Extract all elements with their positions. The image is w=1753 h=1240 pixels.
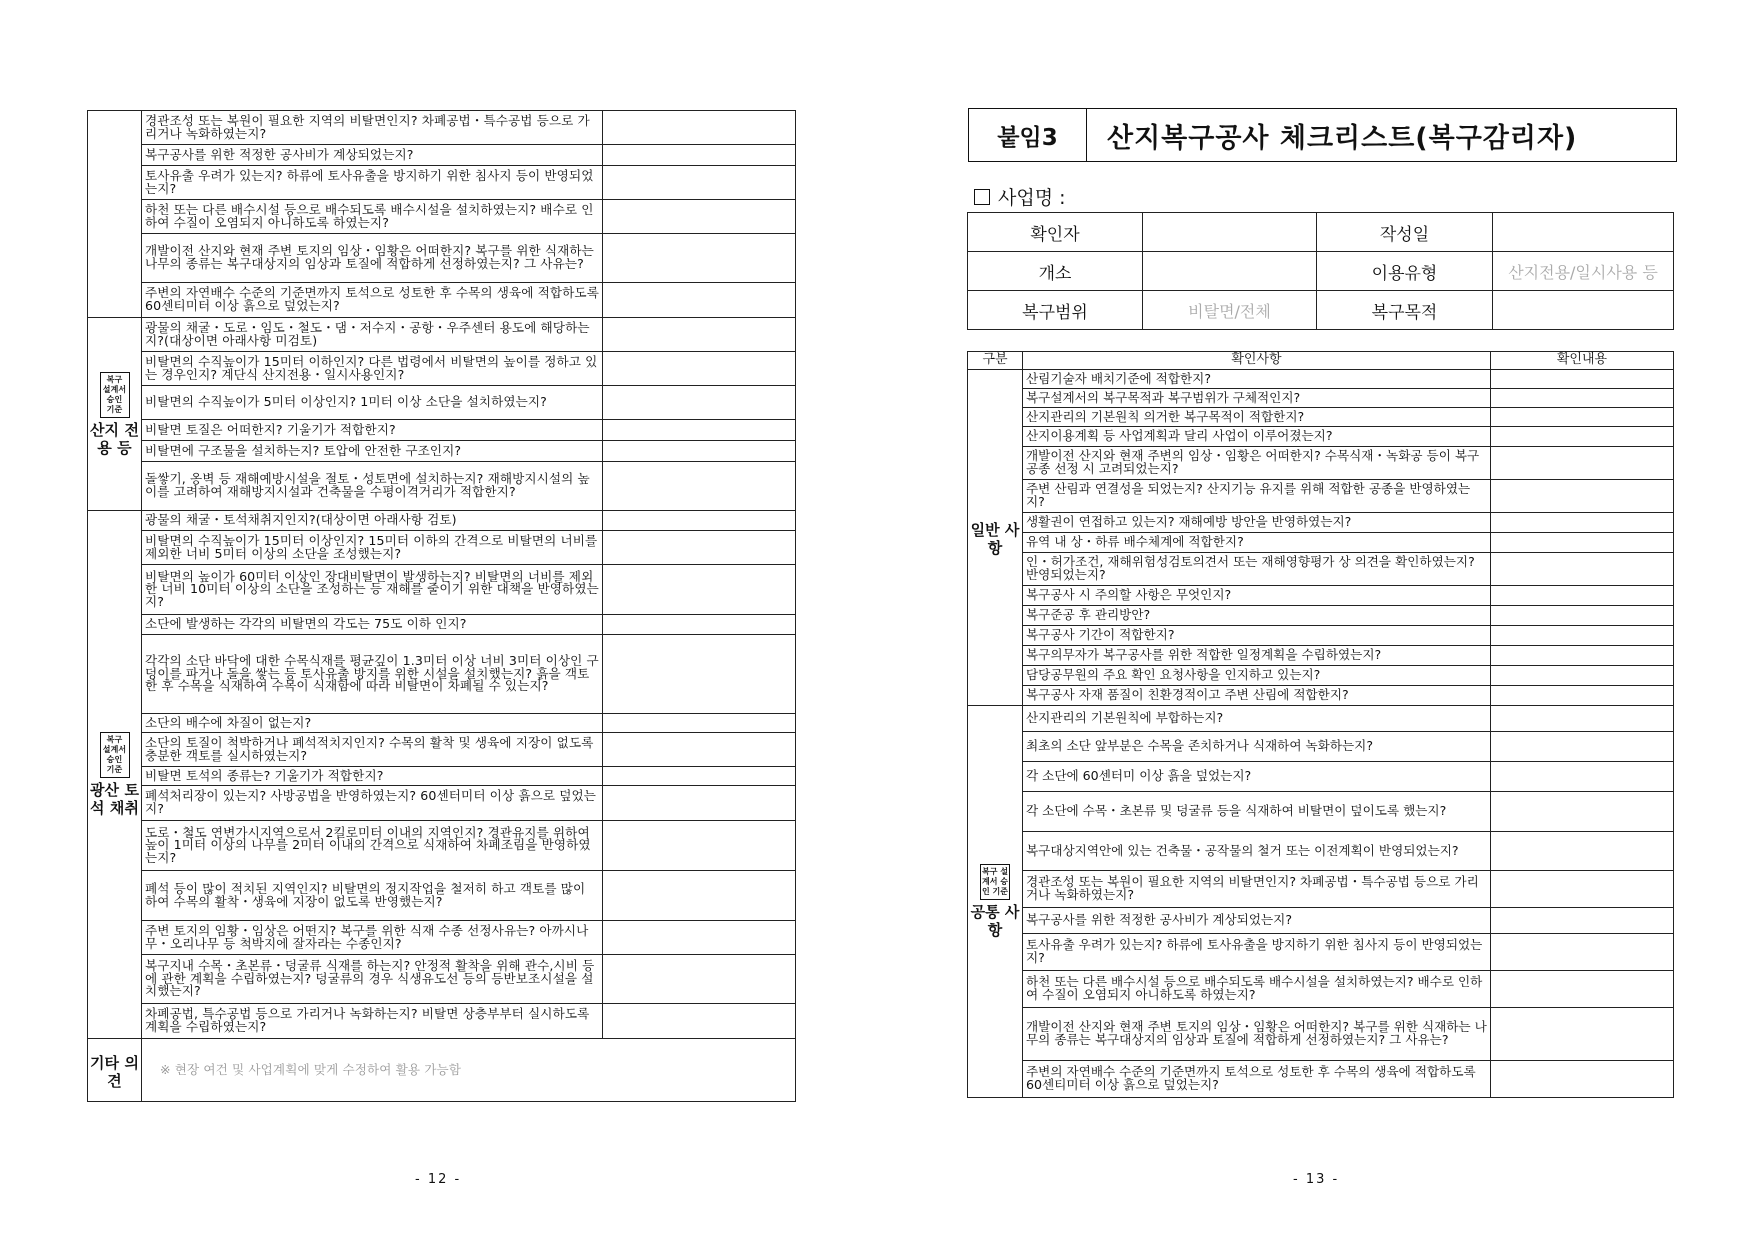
result-cell[interactable]	[1491, 1008, 1674, 1061]
result-cell[interactable]	[1491, 832, 1674, 871]
confirmer-field[interactable]	[1143, 213, 1317, 252]
category-label: 산지 전용 등	[89, 420, 140, 457]
result-cell[interactable]	[603, 166, 796, 200]
check-item: 유역 내 상・하류 배수체계에 적합한지?	[1023, 533, 1491, 553]
result-cell[interactable]	[603, 615, 796, 635]
result-cell[interactable]	[1491, 732, 1674, 762]
continued-category-cell	[88, 111, 142, 318]
result-cell[interactable]	[603, 821, 796, 871]
check-item: 복구공사를 위한 적정한 공사비가 계상되었는지?	[1023, 908, 1491, 934]
result-cell[interactable]	[603, 200, 796, 234]
result-cell[interactable]	[603, 462, 796, 511]
category-label: 광산 토석 채취	[89, 781, 140, 817]
check-item: 소단에 발생하는 각각의 비탈면의 각도는 75도 이하 인지?	[142, 615, 603, 635]
result-cell[interactable]	[1491, 533, 1674, 553]
check-item: 복구준공 후 관리방안?	[1023, 606, 1491, 626]
check-item: 담당공무원의 주요 확인 요청사항을 인지하고 있는지?	[1023, 666, 1491, 686]
result-cell[interactable]	[603, 352, 796, 386]
info-table	[967, 212, 1674, 330]
check-item: 인・허가조건, 재해위험성검토의견서 또는 재해영향평가 상 의견을 확인하였는지? 반영되었는지?	[1023, 553, 1491, 586]
check-item: 경관조성 또는 복원이 필요한 지역의 비탈면인지? 차폐공법・특수공법 등으로 가리거나 녹화하였는지?	[142, 111, 603, 145]
confirmer-label: 확인자	[968, 213, 1143, 252]
result-cell[interactable]	[603, 145, 796, 166]
check-item: 하천 또는 다른 배수시설 등으로 배수되도록 배수시설을 설치하였는지? 배수로 인하여 수질이 오염되지 아니하도록 하였는지?	[1023, 971, 1491, 1008]
result-cell[interactable]	[603, 714, 796, 733]
result-cell[interactable]	[1491, 762, 1674, 792]
result-cell[interactable]	[1491, 792, 1674, 832]
result-cell[interactable]	[603, 635, 796, 714]
check-item: 도로・철도 연변가시지역으로서 2킬로미터 이내의 지역인지? 경관유지를 위하여 높이 1미터 이상의 나무를 2미터 이내의 간격으로 식재하여 차폐조림을 반영하였는지?	[142, 821, 603, 871]
check-item: 경관조성 또는 복원이 필요한 지역의 비탈면인지? 차폐공법・특수공법 등으로 가리거나 녹화하였는지?	[1023, 871, 1491, 908]
check-item: 주변의 자연배수 수준의 기준면까지 토석으로 성토한 후 수목의 생육에 적합하도록 60센티미터 이상 흙으로 덮었는지?	[142, 283, 603, 318]
check-item: 비탈면에 구조물을 설치하는지? 토압에 안전한 구조인지?	[142, 441, 603, 462]
location-label: 개소	[968, 252, 1143, 291]
check-item: 생활권이 연접하고 있는지? 재해예방 방안을 반영하였는지?	[1023, 513, 1491, 533]
result-cell[interactable]	[1491, 626, 1674, 646]
result-cell[interactable]	[1491, 427, 1674, 447]
check-item: 최초의 소단 앞부분은 수목을 존치하거나 식재하여 녹화하는지?	[1023, 732, 1491, 762]
approval-criteria-stamp: 복구 설계서 승인 기준	[100, 732, 130, 778]
check-item: 산지이용계획 등 사업계획과 달리 사업이 이루어졌는지?	[1023, 427, 1491, 447]
result-cell[interactable]	[1491, 480, 1674, 513]
remarks-label-cell	[88, 1039, 142, 1102]
result-cell[interactable]	[603, 318, 796, 352]
result-cell[interactable]	[603, 786, 796, 821]
result-cell[interactable]	[603, 234, 796, 283]
result-cell[interactable]	[1491, 908, 1674, 934]
check-item: 돌쌓기, 옹벽 등 재해예방시설을 절토・성토면에 설치하는지? 재해방지시설의 높이를 고려하여 재해방지시설과 건축물을 수평이격거리가 적합한지?	[142, 462, 603, 511]
check-item: 복구지내 수목・초본류・덩굴류 식재를 하는지? 안정적 활착을 위해 관수,시비 등에 관한 계획을 수립하였는지? 덩굴류의 경우 식생유도선 등의 등반보조시설을 설치했는지?	[142, 955, 603, 1004]
scope-label: 복구범위	[968, 291, 1143, 330]
result-cell[interactable]	[603, 511, 796, 531]
check-item: 복구공사 시 주의할 사항은 무엇인지?	[1023, 586, 1491, 606]
check-item: 비탈면의 높이가 60미터 이상인 장대비탈면이 발생하는지? 비탈면의 너비를 제외한 너비 10미터 이상의 소단을 조성하는 등 재해를 줄이기 위한 대책을 반영하였는지?	[142, 565, 603, 615]
result-cell[interactable]	[1491, 971, 1674, 1008]
category-common	[968, 706, 1023, 1098]
check-item: 복구공사를 위한 적정한 공사비가 계상되었는지?	[142, 145, 603, 166]
result-cell[interactable]	[603, 767, 796, 786]
date-field[interactable]	[1493, 213, 1674, 252]
check-item: 복구공사 자재 품질이 친환경적이고 주변 산림에 적합한지?	[1023, 686, 1491, 706]
remarks-label: 기타 의견	[89, 1053, 140, 1090]
check-item: 각 소단에 60센터미 이상 흙을 덮었는지?	[1023, 762, 1491, 792]
project-name-line	[974, 183, 1066, 210]
header-category: 구분	[968, 352, 1023, 370]
check-item: 토사유출 우려가 있는지? 하류에 토사유출을 방지하기 위한 침사지 등이 반영되었는지?	[142, 166, 603, 200]
check-item: 광물의 채굴・도로・임도・철도・댐・저수지・공항・우주센터 용도에 해당하는지?(대상이면 아래사항 미검토)	[142, 318, 603, 352]
check-item: 광물의 채굴・토석채취지인지?(대상이면 아래사항 검토)	[142, 511, 603, 531]
result-cell[interactable]	[603, 111, 796, 145]
check-item: 비탈면의 수직높이가 5미터 이상인지? 1미터 이상 소단을 설치하였는지?	[142, 386, 603, 420]
result-cell[interactable]	[1491, 1061, 1674, 1098]
check-item: 복구의무자가 복구공사를 위한 적합한 일정계획을 수립하였는지?	[1023, 646, 1491, 666]
result-cell[interactable]	[603, 1004, 796, 1039]
check-item: 하천 또는 다른 배수시설 등으로 배수되도록 배수시설을 설치하였는지? 배수로 인하여 수질이 오염되지 아니하도록 하였는지?	[142, 200, 603, 234]
check-item: 복구대상지역안에 있는 건축물・공작물의 철거 또는 이전계획이 반영되었는지?	[1023, 832, 1491, 871]
check-item: 비탈면의 수직높이가 15미터 이상인지? 15미터 이하의 간격으로 비탈면의 너비를 제외한 너비 5미터 이상의 소단을 조성했는지?	[142, 531, 603, 565]
check-item: 비탈면 토질은 어떠한지? 기울기가 적합한지?	[142, 420, 603, 441]
checkbox-icon[interactable]	[974, 189, 990, 205]
check-item: 비탈면 토석의 종류는? 기울기가 적합한지?	[142, 767, 603, 786]
result-cell[interactable]	[1491, 666, 1674, 686]
result-cell[interactable]	[1491, 553, 1674, 586]
check-item: 각 소단에 수목・초본류 및 덩굴류 등을 식재하여 비탈면이 덮이도록 했는지?	[1023, 792, 1491, 832]
purpose-field[interactable]	[1493, 291, 1674, 330]
check-item: 차폐공법, 특수공법 등으로 가리거나 녹화하는지? 비탈면 상층부부터 실시하도록 계획을 수립하였는지?	[142, 1004, 603, 1039]
result-cell[interactable]	[1491, 686, 1674, 706]
header-item: 확인사항	[1023, 352, 1491, 370]
result-cell[interactable]	[603, 565, 796, 615]
result-cell[interactable]	[603, 921, 796, 955]
check-item: 개발이전 산지와 현재 주변의 임상・임황은 어떠한지? 수목식재・녹화공 등이 복구공종 선정 시 고려되었는지?	[1023, 447, 1491, 480]
check-item: 소단의 배수에 차질이 없는지?	[142, 714, 603, 733]
check-item: 복구공사 기간이 적합한지?	[1023, 626, 1491, 646]
check-item: 비탈면의 수직높이가 15미터 이하인지? 다른 법령에서 비탈면의 높이를 정하고 있는 경우인지? 계단식 산지전용・일시사용인지?	[142, 352, 603, 386]
left-checklist-table	[87, 110, 796, 1102]
result-cell[interactable]	[603, 283, 796, 318]
use-type-field[interactable]: 산지전용/일시사용 등	[1493, 252, 1674, 291]
page-number-left: - 12 -	[415, 1172, 462, 1187]
result-cell[interactable]	[1491, 646, 1674, 666]
result-cell[interactable]	[1491, 706, 1674, 732]
result-cell[interactable]	[1491, 389, 1674, 408]
result-cell[interactable]	[603, 531, 796, 565]
result-cell[interactable]	[1491, 934, 1674, 971]
date-label: 작성일	[1317, 213, 1493, 252]
check-item: 개발이전 산지와 현재 주변 토지의 임상・임황은 어떠한지? 복구를 위한 식재하는 나무의 종류는 복구대상지의 임상과 토질에 적합하게 선정하였는지? 그 사유는?	[142, 234, 603, 283]
check-item: 주변의 자연배수 수준의 기준면까지 토석으로 성토한 후 수목의 생육에 적합하도록 60센티미터 이상 흙으로 덮었는지?	[1023, 1061, 1491, 1098]
result-cell[interactable]	[1491, 871, 1674, 908]
check-item: 토사유출 우려가 있는지? 하류에 토사유출을 방지하기 위한 침사지 등이 반영되었는지?	[1023, 934, 1491, 971]
category-label: 일반 사항	[970, 521, 1020, 557]
result-cell[interactable]	[1491, 606, 1674, 626]
check-item: 폐석처리장이 있는지? 사방공법을 반영하였는지? 60센터미터 이상 흙으로 덮었는지?	[142, 786, 603, 821]
check-item: 주변 토지의 임황・임상은 어떤지? 복구를 위한 식재 수종 선정사유는? 아까시나무・오리나무 등 척박지에 잘자라는 수종인지?	[142, 921, 603, 955]
use-type-label: 이용유형	[1317, 252, 1493, 291]
purpose-label: 복구목적	[1317, 291, 1493, 330]
category-label: 공통 사항	[970, 903, 1020, 939]
attachment-tag: 붙임3	[969, 109, 1087, 161]
check-item: 주변 산림과 연결성을 되었는지? 산지기능 유지를 위해 적합한 공종을 반영하였는지?	[1023, 480, 1491, 513]
result-cell[interactable]	[603, 441, 796, 462]
header-result: 확인내용	[1491, 352, 1674, 370]
check-item: 소단의 토질이 척박하거나 폐석적치지인지? 수목의 활착 및 생육에 지장이 없도록 충분한 객토를 실시하였는지?	[142, 733, 603, 767]
checklist-title-box	[968, 108, 1677, 162]
check-item: 각각의 소단 바닥에 대한 수목식재를 평균깊이 1.3미터 이상 너비 3미터 이상인 구덩이를 파거나 돌을 쌓는 등 토사유출 방지를 위한 시설을 설치했는지? 흙을 객토한 후 수목을 식재하여 수목이 식재함에 따라 비탈면이 차폐될 수 있는지?	[142, 635, 603, 714]
page-number-right: - 13 -	[1293, 1172, 1340, 1187]
check-item: 개발이전 산지와 현재 주변 토지의 임상・임황은 어떠한지? 복구를 위한 식재하는 나무의 종류는 복구대상지의 임상과 토질에 적합하게 선정하였는지? 그 사유는?	[1023, 1008, 1491, 1061]
check-item: 산지관리의 기본원칙 의거한 복구목적이 적합한지?	[1023, 408, 1491, 427]
project-name-label: 사업명 :	[998, 187, 1066, 209]
category-forest-conversion	[88, 318, 142, 511]
supervisor-checklist-table	[967, 351, 1674, 1098]
result-cell[interactable]	[603, 386, 796, 420]
result-cell[interactable]	[1491, 586, 1674, 606]
approval-criteria-stamp: 복구 설계서 승인 기준	[980, 864, 1010, 900]
check-item: 산지관리의 기본원칙에 부합하는지?	[1023, 706, 1491, 732]
remarks-note[interactable]: ※ 현장 여건 및 사업계획에 맞게 수정하여 활용 가능함	[142, 1039, 796, 1102]
page-title: 산지복구공사 체크리스트(복구감리자)	[1107, 122, 1578, 154]
check-item: 복구설계서의 복구목적과 복구범위가 구체적인지?	[1023, 389, 1491, 408]
result-cell[interactable]	[603, 871, 796, 921]
check-item: 산림기술자 배치기준에 적합한지?	[1023, 370, 1491, 389]
location-field[interactable]	[1143, 252, 1317, 291]
result-cell[interactable]	[1491, 408, 1674, 427]
result-cell[interactable]	[603, 733, 796, 767]
result-cell[interactable]	[1491, 513, 1674, 533]
check-item: 폐석 등이 많이 적치된 지역인지? 비탈면의 정지작업을 철저히 하고 객토를 많이 하여 수목의 활착・생육에 지장이 없도록 반영했는지?	[142, 871, 603, 921]
result-cell[interactable]	[603, 955, 796, 1004]
approval-criteria-stamp: 복구 설계서 승인 기준	[100, 372, 130, 418]
category-mining	[88, 511, 142, 1039]
scope-field[interactable]: 비탈면/전체	[1143, 291, 1317, 330]
result-cell[interactable]	[603, 420, 796, 441]
result-cell[interactable]	[1491, 447, 1674, 480]
category-general	[968, 370, 1023, 706]
result-cell[interactable]	[1491, 370, 1674, 389]
